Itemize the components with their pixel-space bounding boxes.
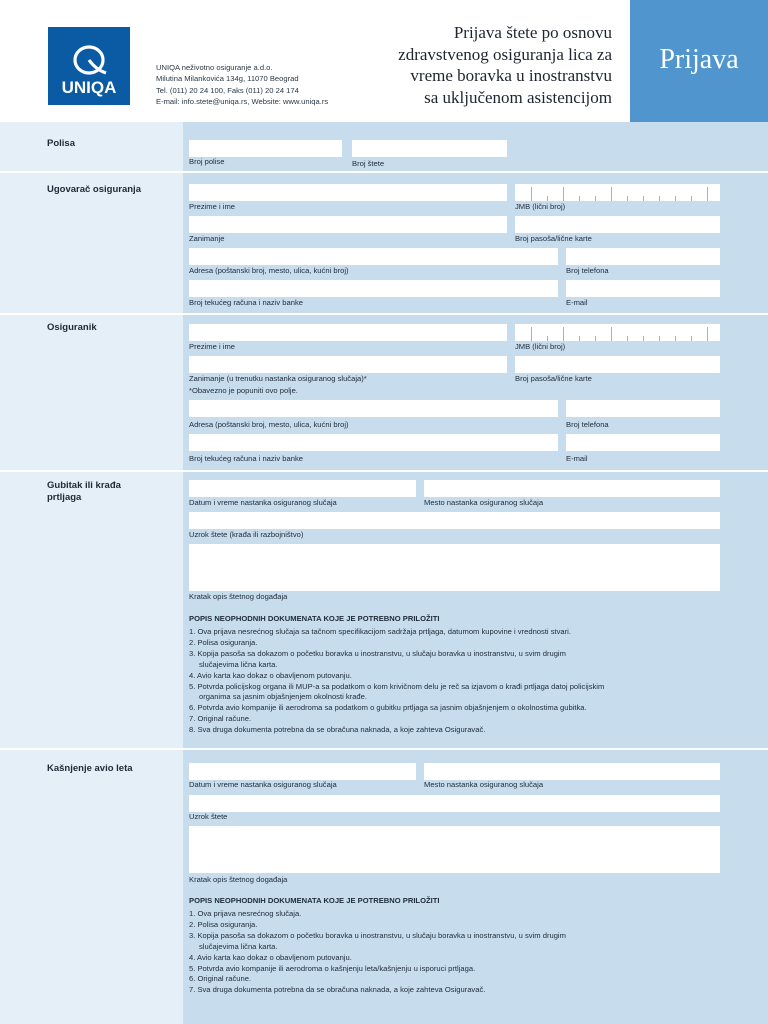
ugovarac-pasos-label: Broj pasoša/lične karte <box>515 234 592 243</box>
section-gubitak-label-line2: prtljaga <box>47 492 82 503</box>
company-email: E-mail: info.stete@uniqa.rs, Website: www.uniqa.rs <box>156 96 329 106</box>
broj-stete-label: Broj štete <box>352 159 385 168</box>
osiguranik-zanimanje-label: Zanimanje (u trenutku nastanka osiguranog slučaja)* <box>189 374 367 383</box>
gubitak-docs-title: POPIS NEOPHODNIH DOKUMENATA KOJE JE POTREBNO PRILOŽITI <box>189 614 440 623</box>
list-item: 3. Kopija pasoša sa dokazom o početku boravka u inostranstvu, u slučaju boravka u inostranstvu, u svim drugim slučajevima lična karta. <box>189 930 566 951</box>
prijava-badge-text: Prijava <box>659 44 739 75</box>
title-line: Prijava štete po osnovu <box>453 23 612 42</box>
left-band <box>0 122 183 1024</box>
ugovarac-telefon-field[interactable] <box>566 248 720 265</box>
osiguranik-jmb-label: JMB (lični broj) <box>515 342 566 351</box>
list-item: 2. Polisa osiguranja. <box>189 637 258 647</box>
ugovarac-prezime-label: Prezime i ime <box>189 202 235 211</box>
osiguranik-telefon-field[interactable] <box>566 400 720 417</box>
list-item: 1. Ova prijava nesrećnog slučaja sa tačnom specifikacijom sadržaja prtljaga, datumom kupovine i vrednosti stvari. <box>189 627 571 636</box>
ugovarac-adresa-label: Adresa (poštanski broj, mesto, ulica, kućni broj) <box>189 266 349 275</box>
broj-stete-field[interactable] <box>352 140 507 157</box>
gubitak-mesto-label: Mesto nastanka osiguranog slučaja <box>424 498 544 507</box>
list-item: 6. Potvrda avio kompanije ili aerodroma sa podatkom o gubitku prtljaga sa jasnim objašnjenjem o okolnostima gubitka. <box>189 703 587 713</box>
list-item: 3. Kopija pasoša sa dokazom o početku boravka u inostranstvu, u slučaju boravka u inostranstvu, u svim drugim slučajevima lična karta. <box>189 648 566 669</box>
gubitak-datum-label: Datum i vreme nastanka osiguranog slučaja <box>189 498 337 507</box>
kasnjenje-datum-field[interactable] <box>189 763 416 780</box>
form-title <box>360 22 612 108</box>
ugovarac-email-label: E-mail <box>566 298 588 307</box>
ugovarac-email-field[interactable] <box>566 280 720 297</box>
osiguranik-pasos-label: Broj pasoša/lične karte <box>515 374 592 383</box>
section-divider <box>0 470 768 472</box>
ugovarac-pasos-field[interactable] <box>515 216 720 233</box>
ugovarac-telefon-label: Broj telefona <box>566 266 609 275</box>
ugovarac-zanimanje-label: Zanimanje <box>189 234 225 243</box>
kasnjenje-docs-title: POPIS NEOPHODNIH DOKUMENATA KOJE JE POTREBNO PRILOŽITI <box>189 896 440 905</box>
kasnjenje-mesto-field[interactable] <box>424 763 720 780</box>
uniqa-logo <box>48 27 130 105</box>
section-divider <box>0 748 768 750</box>
osiguranik-jmb-field[interactable] <box>515 324 720 341</box>
list-item: 7. Sva druga dokumenta potrebna da se obračuna naknada, a koje zahteva Osiguravač. <box>189 985 486 995</box>
osiguranik-adresa-label: Adresa (poštanski broj, mesto, ulica, kućni broj) <box>189 420 349 429</box>
ugovarac-jmb-field[interactable] <box>515 184 720 201</box>
list-item: 1. Ova prijava nesrećnog slučaja. <box>189 909 302 918</box>
gubitak-mesto-field[interactable] <box>424 480 720 497</box>
ugovarac-racun-label: Broj tekućeg računa i naziv banke <box>189 298 303 307</box>
list-item: 5. Potvrda avio kompanije ili aerodroma o kašnjenju leta/kašnjenju u isporuci prtljaga. <box>189 963 476 973</box>
list-item: 5. Potvrda policijskog organa ili MUP-a sa podatkom o kom krivičnom delu je reč sa izjavom o krađi prtljaga datoj policijskim organima sa jasnim objašnjenjem okolnosti krađe. <box>189 681 605 702</box>
company-info <box>156 62 328 107</box>
osiguranik-prezime-field[interactable] <box>189 324 507 341</box>
logo-text: UNIQA <box>61 78 117 97</box>
company-phone: Tel. (011) 20 24 100, Faks (011) 20 24 174 <box>156 85 299 95</box>
ugovarac-jmb-label: JMB (lični broj) <box>515 202 566 211</box>
kasnjenje-uzrok-field[interactable] <box>189 795 720 812</box>
kasnjenje-mesto-label: Mesto nastanka osiguranog slučaja <box>424 780 544 789</box>
gubitak-datum-field[interactable] <box>189 480 416 497</box>
kasnjenje-docs-list <box>189 909 714 996</box>
list-item: 8. Sva druga dokumenta potrebna da se obračuna naknada, a koje zahteva Osiguravač. <box>189 725 486 735</box>
ugovarac-zanimanje-field[interactable] <box>189 216 507 233</box>
list-item: 2. Polisa osiguranja. <box>189 919 258 929</box>
section-divider <box>0 171 768 173</box>
prijava-badge <box>630 0 768 122</box>
osiguranik-racun-label: Broj tekućeg računa i naziv banke <box>189 454 303 463</box>
gubitak-uzrok-field[interactable] <box>189 512 720 529</box>
section-gubitak-label <box>47 480 121 504</box>
osiguranik-pasos-field[interactable] <box>515 356 720 373</box>
gubitak-docs-list <box>189 627 714 736</box>
osiguranik-email-field[interactable] <box>566 434 720 451</box>
section-ugovarac-label: Ugovarač osiguranja <box>47 184 141 195</box>
section-divider <box>0 313 768 315</box>
gubitak-opis-field[interactable] <box>189 544 720 591</box>
broj-polise-label: Broj polise <box>189 157 225 166</box>
ugovarac-prezime-field[interactable] <box>189 184 507 201</box>
broj-polise-field[interactable] <box>189 140 342 157</box>
osiguranik-telefon-label: Broj telefona <box>566 420 609 429</box>
kasnjenje-uzrok-label: Uzrok štete <box>189 812 228 821</box>
section-osiguranik-label: Osiguranik <box>47 322 97 333</box>
ugovarac-adresa-field[interactable] <box>189 248 558 265</box>
title-line: zdravstvenog osiguranja lica za <box>398 44 612 64</box>
osiguranik-obavezno-note: *Obavezno je popuniti ovo polje. <box>189 386 298 395</box>
gubitak-opis-label: Kratak opis štetnog događaja <box>189 592 288 601</box>
list-item: 6. Original račune. <box>189 974 252 984</box>
section-polisa-label: Polisa <box>47 138 75 149</box>
section-kasnjenje-label: Kašnjenje avio leta <box>47 763 133 774</box>
title-line: sa uključenom asistencijom <box>424 87 612 107</box>
osiguranik-racun-field[interactable] <box>189 434 558 451</box>
ugovarac-racun-field[interactable] <box>189 280 558 297</box>
kasnjenje-datum-label: Datum i vreme nastanka osiguranog slučaja <box>189 780 337 789</box>
kasnjenje-opis-field[interactable] <box>189 826 720 873</box>
list-item: 4. Avio karta kao dokaz o obavljenom putovanju. <box>189 670 352 680</box>
section-gubitak-label-line1: Gubitak ili krađa <box>47 480 121 491</box>
osiguranik-prezime-label: Prezime i ime <box>189 342 235 351</box>
title-line: vreme boravka u inostranstvu <box>410 66 612 85</box>
osiguranik-zanimanje-field[interactable] <box>189 356 507 373</box>
list-item: 7. Original račune. <box>189 714 252 724</box>
osiguranik-adresa-field[interactable] <box>189 400 558 417</box>
company-address: Milutina Milankovića 134g, 11070 Beograd <box>156 74 299 84</box>
gubitak-uzrok-label: Uzrok štete (krađa ili razbojništvo) <box>189 530 304 539</box>
kasnjenje-opis-label: Kratak opis štetnog događaja <box>189 875 288 884</box>
osiguranik-email-label: E-mail <box>566 454 588 463</box>
company-name: UNIQA neživotno osiguranje a.d.o. <box>156 63 273 72</box>
list-item: 4. Avio karta kao dokaz o obavljenom putovanju. <box>189 952 352 962</box>
